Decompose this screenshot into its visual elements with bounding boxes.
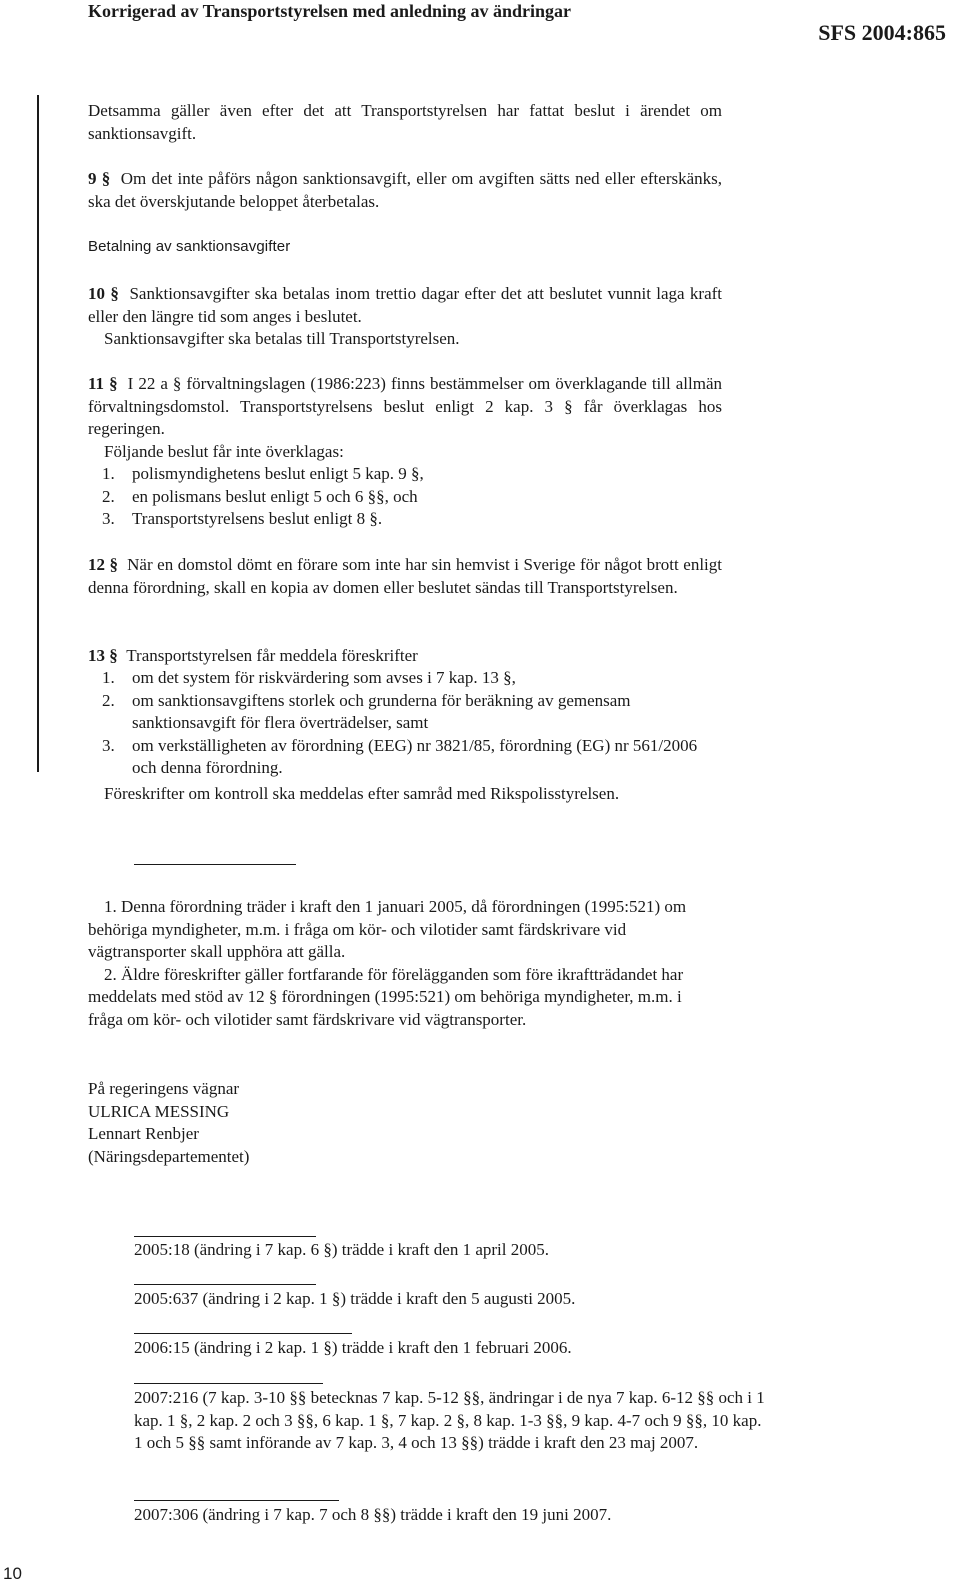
section-11-list — [88, 463, 722, 531]
section-heading: Betalning av sanktionsavgifter — [88, 238, 291, 255]
transitional-item: 1. Denna förordning träder i kraft den 1 januari 2005, då förordningen (1995:521) om behöriga myndigheter, m.m. i fråga om kör- och vilotider samt färdskrivare vid vägtransporter skall upphöra att gälla. — [88, 897, 687, 962]
list-item: 1. polismyndighetens beslut enligt 5 kap. 9 §, — [102, 464, 424, 483]
separator-line — [134, 1333, 352, 1334]
section-13-paragraph-2: Föreskrifter om kontroll ska meddelas efter samråd med Rikspolisstyrelsen. — [104, 784, 620, 803]
amendment-note: 2007:216 (7 kap. 3-10 §§ betecknas 7 kap. 5-12 §§, ändringar i de nya 7 kap. 6-12 §§ och i 1 kap. 1 §, 2 kap. 2 och 3 §§, 6 kap. 1 §, 7 kap. 2 §, 8 kap. 1-3 §§, 9 kap. 4-7 och 9 §§, 10 kap. 1 och 5 §§ samt införande av 7 kap. 3, 4 och 13 §§) trädde i kraft den 23 maj 2007. — [134, 1388, 765, 1453]
signature-line: På regeringens vägnar — [88, 1079, 240, 1098]
list-item: 3. Transportstyrelsens beslut enligt 8 §. — [102, 509, 383, 529]
amendment-note: 2005:637 (ändring i 2 kap. 1 §) trädde i kraft den 5 augusti 2005. — [134, 1289, 576, 1308]
transitional-provisions — [88, 896, 708, 1032]
sfs-number: SFS 2004:865 — [818, 20, 946, 45]
section-number: 13 § — [88, 646, 118, 665]
separator-line — [134, 1500, 339, 1501]
section-11-paragraph-2: Följande beslut får inte överklagas: — [104, 442, 344, 461]
list-item: 3. om verkställigheten av förordning (EEG) nr 3821/85, förordning (EG) nr 561/2006 och denna förordning. — [102, 735, 698, 778]
transitional-item: 2. Äldre föreskrifter gäller fortfarande för förelägganden som före ikraftträdandet har meddelats med stöd av 12 § förordningen (1995:521) om behöriga myndigheter, m.m. i fråga om kör- och vilotider samt färdskrivare vid vägtransporter. — [88, 964, 684, 1029]
amendment-note: 2005:18 (ändring i 7 kap. 6 §) trädde i kraft den 1 april 2005. — [134, 1240, 549, 1259]
section-13 — [88, 645, 722, 668]
section-9 — [88, 168, 722, 213]
section-number: 12 § — [88, 555, 119, 574]
amendment-note: 2007:306 (ändring i 7 kap. 7 och 8 §§) trädde i kraft den 19 juni 2007. — [134, 1505, 612, 1524]
signature-minister: ULRICA MESSING — [88, 1101, 230, 1121]
section-text: Om det inte påförs någon sanktionsavgift, eller om avgiften sätts ned eller efterskänks, ska det överskjutande beloppet återbetalas. — [88, 169, 723, 211]
section-text: Transportstyrelsen får meddela föreskrifter — [126, 646, 418, 665]
change-bar — [37, 95, 39, 772]
signature-block — [88, 1078, 249, 1168]
section-10 — [88, 283, 722, 328]
section-11 — [88, 373, 722, 441]
amendment-note: 2006:15 (ändring i 2 kap. 1 §) trädde i kraft den 1 februari 2006. — [134, 1338, 572, 1357]
section-text: När en domstol dömt en förare som inte har sin hemvist i Sverige för något brott enligt denna förordning, skall en kopia av domen eller beslutet sändas till Transportstyrelsen. — [88, 555, 723, 597]
section-text: Sanktionsavgifter ska betalas inom trettio dagar efter det att beslutet vunnit laga kraft eller den längre tid som anges i beslutet. — [88, 284, 723, 326]
signature-official: Lennart Renbjer — [88, 1124, 199, 1144]
signature-department: (Näringsdepartementet) — [88, 1146, 250, 1166]
list-item: 2. om sanktionsavgiftens storlek och grunderna för beräkning av gemensam sanktionsavgift för flera överträdelser, samt — [102, 690, 631, 733]
separator-line — [134, 864, 296, 865]
section-10-paragraph-2: Sanktionsavgifter ska betalas till Transportstyrelsen. — [104, 329, 460, 348]
section-13-list — [88, 667, 722, 780]
list-item: 2. en polismans beslut enligt 5 och 6 §§, och — [102, 486, 418, 506]
page-number: 10 — [3, 1564, 22, 1583]
separator-line — [134, 1383, 323, 1384]
section-12 — [88, 554, 722, 599]
separator-line — [134, 1236, 316, 1237]
paragraph-same-applies: Detsamma gäller även efter det att Transportstyrelsen har fattat beslut i ärendet om sanktionsavgift. — [88, 101, 722, 143]
section-text: I 22 a § förvaltningslagen (1986:223) finns bestämmelser om överklagande till allmän förvaltningsdomstol. Transportstyrelsens beslut enligt 2 kap. 3 § får överklagas hos regeringen. — [88, 374, 723, 439]
section-number: 9 § — [88, 169, 111, 188]
list-item: 1. om det system för riskvärdering som avses i 7 kap. 13 §, — [102, 668, 516, 687]
section-number: 10 § — [88, 284, 119, 303]
running-header-title: Korrigerad av Transportstyrelsen med anledning av ändringar — [88, 1, 572, 21]
section-number: 11 § — [88, 374, 118, 393]
separator-line — [134, 1284, 316, 1285]
